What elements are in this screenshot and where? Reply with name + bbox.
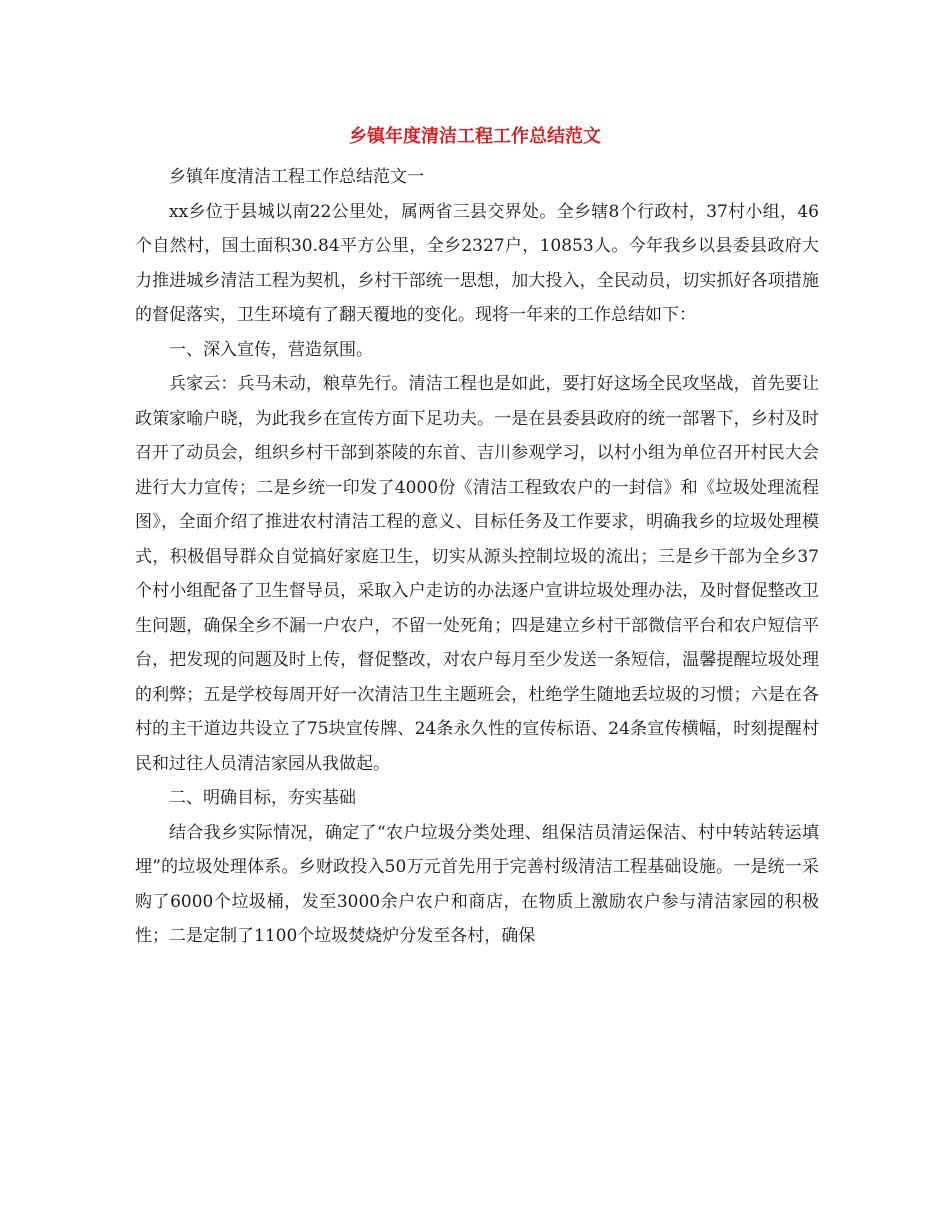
paragraph-publicity: 兵家云：兵马未动，粮草先行。清洁工程也是如此，要打好这场全民攻坚战，首先要让政策家喻户晓，为此我乡在宣传方面下足功夫。一是在县委县政府的统一部署下，乡村及时召开了动员会，组织乡村干部到茶陵的东首、吉川参观学习，以村小组为单位召开村民大会进行大力宣传；二是乡统一印发了4000份《清洁工程致农户的一封信》和《垃圾处理流程图》，全面介绍了推进农村清洁工程的意义、目标任务及工作要求，明确我乡的垃圾处理模式，积极倡导群众自觉搞好家庭卫生，切实从源头控制垃圾的流出；三是乡干部为全乡37个村小组配备了卫生督导员，采取入户走访的办法逐户宣讲垃圾处理办法，及时督促整改卫生问题，确保全乡不漏一户农户，不留一处死角；四是建立乡村干部微信平台和农户短信平台，把发现的问题及时上传，督促整改，对农户每月至少发送一条短信，温馨提醒垃圾处理的利弊；五是学校每周开好一次清洁卫生主题班会，杜绝学生随地丢垃圾的习惯；六是在各村的主干道边共设立了75块宣传牌、24条永久性的宣传标语、24条宣传横幅，时刻提醒村民和过往人员清洁家园从我做起。: [135, 374, 819, 774]
document-title: 乡镇年度清洁工程工作总结范文: [349, 126, 601, 147]
section-heading-1: 一、深入宣传，营造氛围。: [169, 339, 373, 360]
paragraph-intro: xx乡位于县城以南22公里处，属两省三县交界处。全乡辖8个行政村，37村小组，46个自然村，国土面积30.84平方公里，全乡2327户，10853人。今年我乡以县委县政府大力推进城乡清洁工程为契机，乡村干部统一思想，加大投入，全民动员，切实抓好各项措施的督促落实，卫生环境有了翻天覆地的变化。现将一年来的工作总结如下：: [135, 201, 819, 325]
section-heading-2: 二、明确目标，夯实基础: [169, 788, 356, 808]
document-body: [135, 160, 819, 954]
paragraph-subtitle: 乡镇年度清洁工程工作总结范文一: [169, 167, 424, 187]
paragraph-goals: 结合我乡实际情况，确定了“农户垃圾分类处理、组保洁员清运保洁、村中转站转运填埋”的垃圾处理体系。乡财政投入50万元首先用于完善村级清洁工程基础设施。一是统一采购了6000个垃圾桶，发至3000余户农户和商店，在物质上激励农户参与清洁家园的积极性；二是定制了1100个垃圾焚烧炉分发至各村，确保: [135, 822, 819, 946]
